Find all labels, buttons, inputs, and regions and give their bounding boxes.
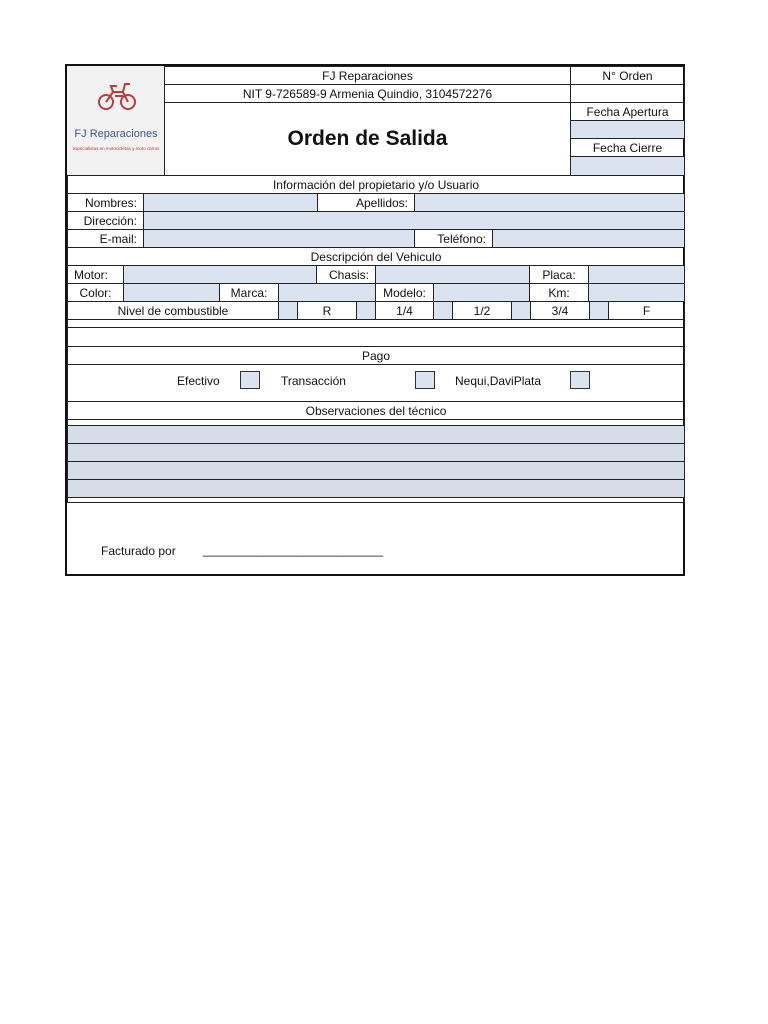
spacer-row <box>67 327 685 347</box>
payment-section-title: Pago <box>67 346 685 365</box>
payment-nequi-label: Nequi,DaviPlata <box>455 374 542 388</box>
open-date-label: Fecha Apertura <box>570 102 685 121</box>
fuel-level-r: R <box>297 301 357 320</box>
direccion-field[interactable] <box>143 211 685 230</box>
observations-section-title: Observaciones del técnico <box>67 401 685 420</box>
fuel-level-full: F <box>608 301 685 320</box>
placa-field[interactable] <box>588 265 685 284</box>
payment-efectivo-label: Efectivo <box>177 374 220 388</box>
fuel-check-full[interactable] <box>589 301 609 320</box>
payment-transaccion-checkbox[interactable] <box>415 371 435 389</box>
order-number-field[interactable] <box>570 84 685 103</box>
chasis-label: Chasis: <box>316 265 376 284</box>
payment-nequi-checkbox[interactable] <box>570 371 590 389</box>
observation-line[interactable] <box>67 443 685 462</box>
owner-section-title: Información del propietario y/o Usuario <box>67 175 685 194</box>
fuel-check-three-quarter[interactable] <box>511 301 531 320</box>
motor-field[interactable] <box>123 265 317 284</box>
placa-label: Placa: <box>529 265 589 284</box>
open-date-field[interactable] <box>570 120 685 139</box>
color-label: Color: <box>67 283 124 302</box>
km-label: Km: <box>529 283 589 302</box>
observation-line[interactable] <box>67 425 685 444</box>
logo-block <box>67 66 164 176</box>
nombres-field[interactable] <box>143 193 318 212</box>
exit-order-form <box>65 64 685 576</box>
email-field[interactable] <box>143 229 415 248</box>
chasis-field[interactable] <box>375 265 530 284</box>
signature-line[interactable]: ___________________________ <box>203 543 384 557</box>
close-date-label: Fecha Cierre <box>570 138 685 157</box>
apellidos-label: Apellidos: <box>317 193 415 212</box>
nombres-label: Nombres: <box>67 193 144 212</box>
billed-by-label: Facturado por <box>101 544 176 558</box>
logo-name: FJ Reparaciones <box>74 128 158 140</box>
fuel-level-quarter: 1/4 <box>375 301 434 320</box>
observations-bottom-rule <box>67 497 685 503</box>
document-title: Orden de Salida <box>164 102 571 176</box>
motorcycle-icon <box>97 78 137 112</box>
nit-line: NIT 9-726589-9 Armenia Quindio, 3104572276 <box>164 84 571 103</box>
fuel-level-half: 1/2 <box>452 301 512 320</box>
apellidos-field[interactable] <box>414 193 685 212</box>
observation-line[interactable] <box>67 479 685 498</box>
email-label: E-mail: <box>67 229 144 248</box>
company-name: FJ Reparaciones <box>164 66 571 85</box>
vehicle-section-title: Descripción del Vehiculo <box>67 247 685 266</box>
telefono-label: Teléfono: <box>414 229 493 248</box>
fuel-check-quarter[interactable] <box>356 301 376 320</box>
fuel-check-half[interactable] <box>433 301 453 320</box>
motor-label: Motor: <box>67 265 124 284</box>
order-number-label: N° Orden <box>570 66 685 85</box>
fuel-level-three-quarter: 3/4 <box>530 301 590 320</box>
modelo-field[interactable] <box>433 283 530 302</box>
logo-tagline: especialistas en motocicletas y moto carros <box>72 146 160 151</box>
payment-transaccion-label: Transacción <box>281 374 346 388</box>
payment-options-row <box>67 364 685 402</box>
telefono-field[interactable] <box>492 229 685 248</box>
marca-label: Marca: <box>219 283 279 302</box>
fuel-check-r[interactable] <box>278 301 298 320</box>
payment-efectivo-checkbox[interactable] <box>240 371 260 389</box>
modelo-label: Modelo: <box>375 283 434 302</box>
color-field[interactable] <box>123 283 220 302</box>
marca-field[interactable] <box>278 283 376 302</box>
km-field[interactable] <box>588 283 685 302</box>
observation-line[interactable] <box>67 461 685 480</box>
close-date-field[interactable] <box>570 156 685 176</box>
fuel-level-label: Nivel de combustible <box>67 301 279 320</box>
direccion-label: Dirección: <box>67 211 144 230</box>
